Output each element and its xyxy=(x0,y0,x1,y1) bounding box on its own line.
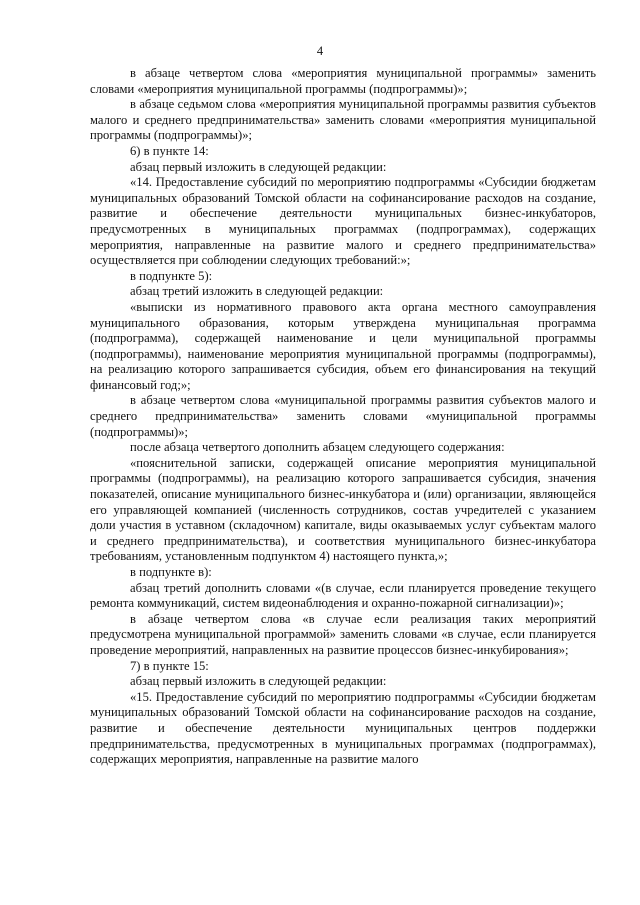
paragraph: абзац первый изложить в следующей редакции: xyxy=(130,674,387,689)
paragraph: 6) в пункте 14: xyxy=(130,143,209,158)
paragraph: 7) в пункте 15: xyxy=(130,658,209,673)
page-number: 4 xyxy=(316,44,324,58)
paragraph: абзац третий дополнить словами «(в случае, если планируется проведение текущего ремонта коммуникаций, систем видеонаблюдения и охранно-пожарной сигнализации)»; xyxy=(90,580,596,611)
paragraph: в абзаце четвертом слова «в случае если реализация таких мероприятий предусмотрена муниципальной программой» заменить словами «в случае, если планируется проведение мероприятий, направленных на развитие процессов бизнес-инкубирования»; xyxy=(90,611,596,657)
document-body xyxy=(90,66,596,768)
paragraph: в абзаце четвертом слова «муниципальной программы развития субъектов малого и среднего предпринимательства» заменить словами «муниципальной программы (подпрограммы)»; xyxy=(90,393,596,439)
paragraph: в абзаце седьмом слова «мероприятия муниципальной программы развития субъектов малого и среднего предпринимательства» заменить словами «мероприятия муниципальной программы (подпрограммы)»; xyxy=(90,97,596,143)
paragraph: в абзаце четвертом слова «мероприятия муниципальной программы» заменить словами «мероприятия муниципальной программы (подпрограммы)»; xyxy=(90,66,596,96)
paragraph: «пояснительной записки, содержащей описание мероприятия муниципальной программы (подпрограммы), на реализацию которого запрашивается субсидия, значения показателей, описание муниципального бизнес-инкубатора и (или) организации, являющейся его управляющей компанией (численность сотрудников, состав учредителей с указанием доли участия в уставном (складочном) капитале, виды оказываемых услуг субъектам малого и среднего предпринимательства), и соответствия муниципального бизнес-инкубатора требованиям, установленным подпунктом 4) настоящего пункта,»; xyxy=(90,455,596,564)
paragraph: в подпункте 5): xyxy=(130,268,213,283)
paragraph: в подпункте в): xyxy=(130,565,212,579)
paragraph: после абзаца четвертого дополнить абзацем следующего содержания: xyxy=(130,440,505,455)
paragraph: абзац третий изложить в следующей редакции: xyxy=(130,284,384,299)
paragraph: «15. Предоставление субсидий по мероприятию подпрограммы «Субсидии бюджетам муниципальных образований Томской области на софинансирование расходов на создание, развитие и обеспечение деятельности муниципальных центров поддержки предпринимательства, предусмотренных в муниципальных программах (подпрограммах), содержащих мероприятия, направленные на развитие малого xyxy=(90,689,596,767)
paragraph: «14. Предоставление субсидий по мероприятию подпрограммы «Субсидии бюджетам муниципальных образований Томской области на софинансирование расходов на создание, развитие и обеспечение деятельности муниципальных бизнес-инкубаторов, предусмотренных в муниципальных программах (подпрограммах), содержащих мероприятия, направленные на развитие малого и среднего предпринимательства» осуществляется при соблюдении следующих требований:»; xyxy=(90,175,596,268)
paragraph: абзац первый изложить в следующей редакции: xyxy=(130,159,387,174)
paragraph: «выписки из нормативного правового акта органа местного самоуправления муниципального образования, которым утверждена муниципальная программа (подпрограмма), содержащей наименование и цели муниципальной программы (подпрограммы), наименование мероприятия муниципальной программы (подпрограммы), на реализацию которого запрашивается субсидия, объем его финансирования на текущий финансовый год;»; xyxy=(90,299,596,392)
